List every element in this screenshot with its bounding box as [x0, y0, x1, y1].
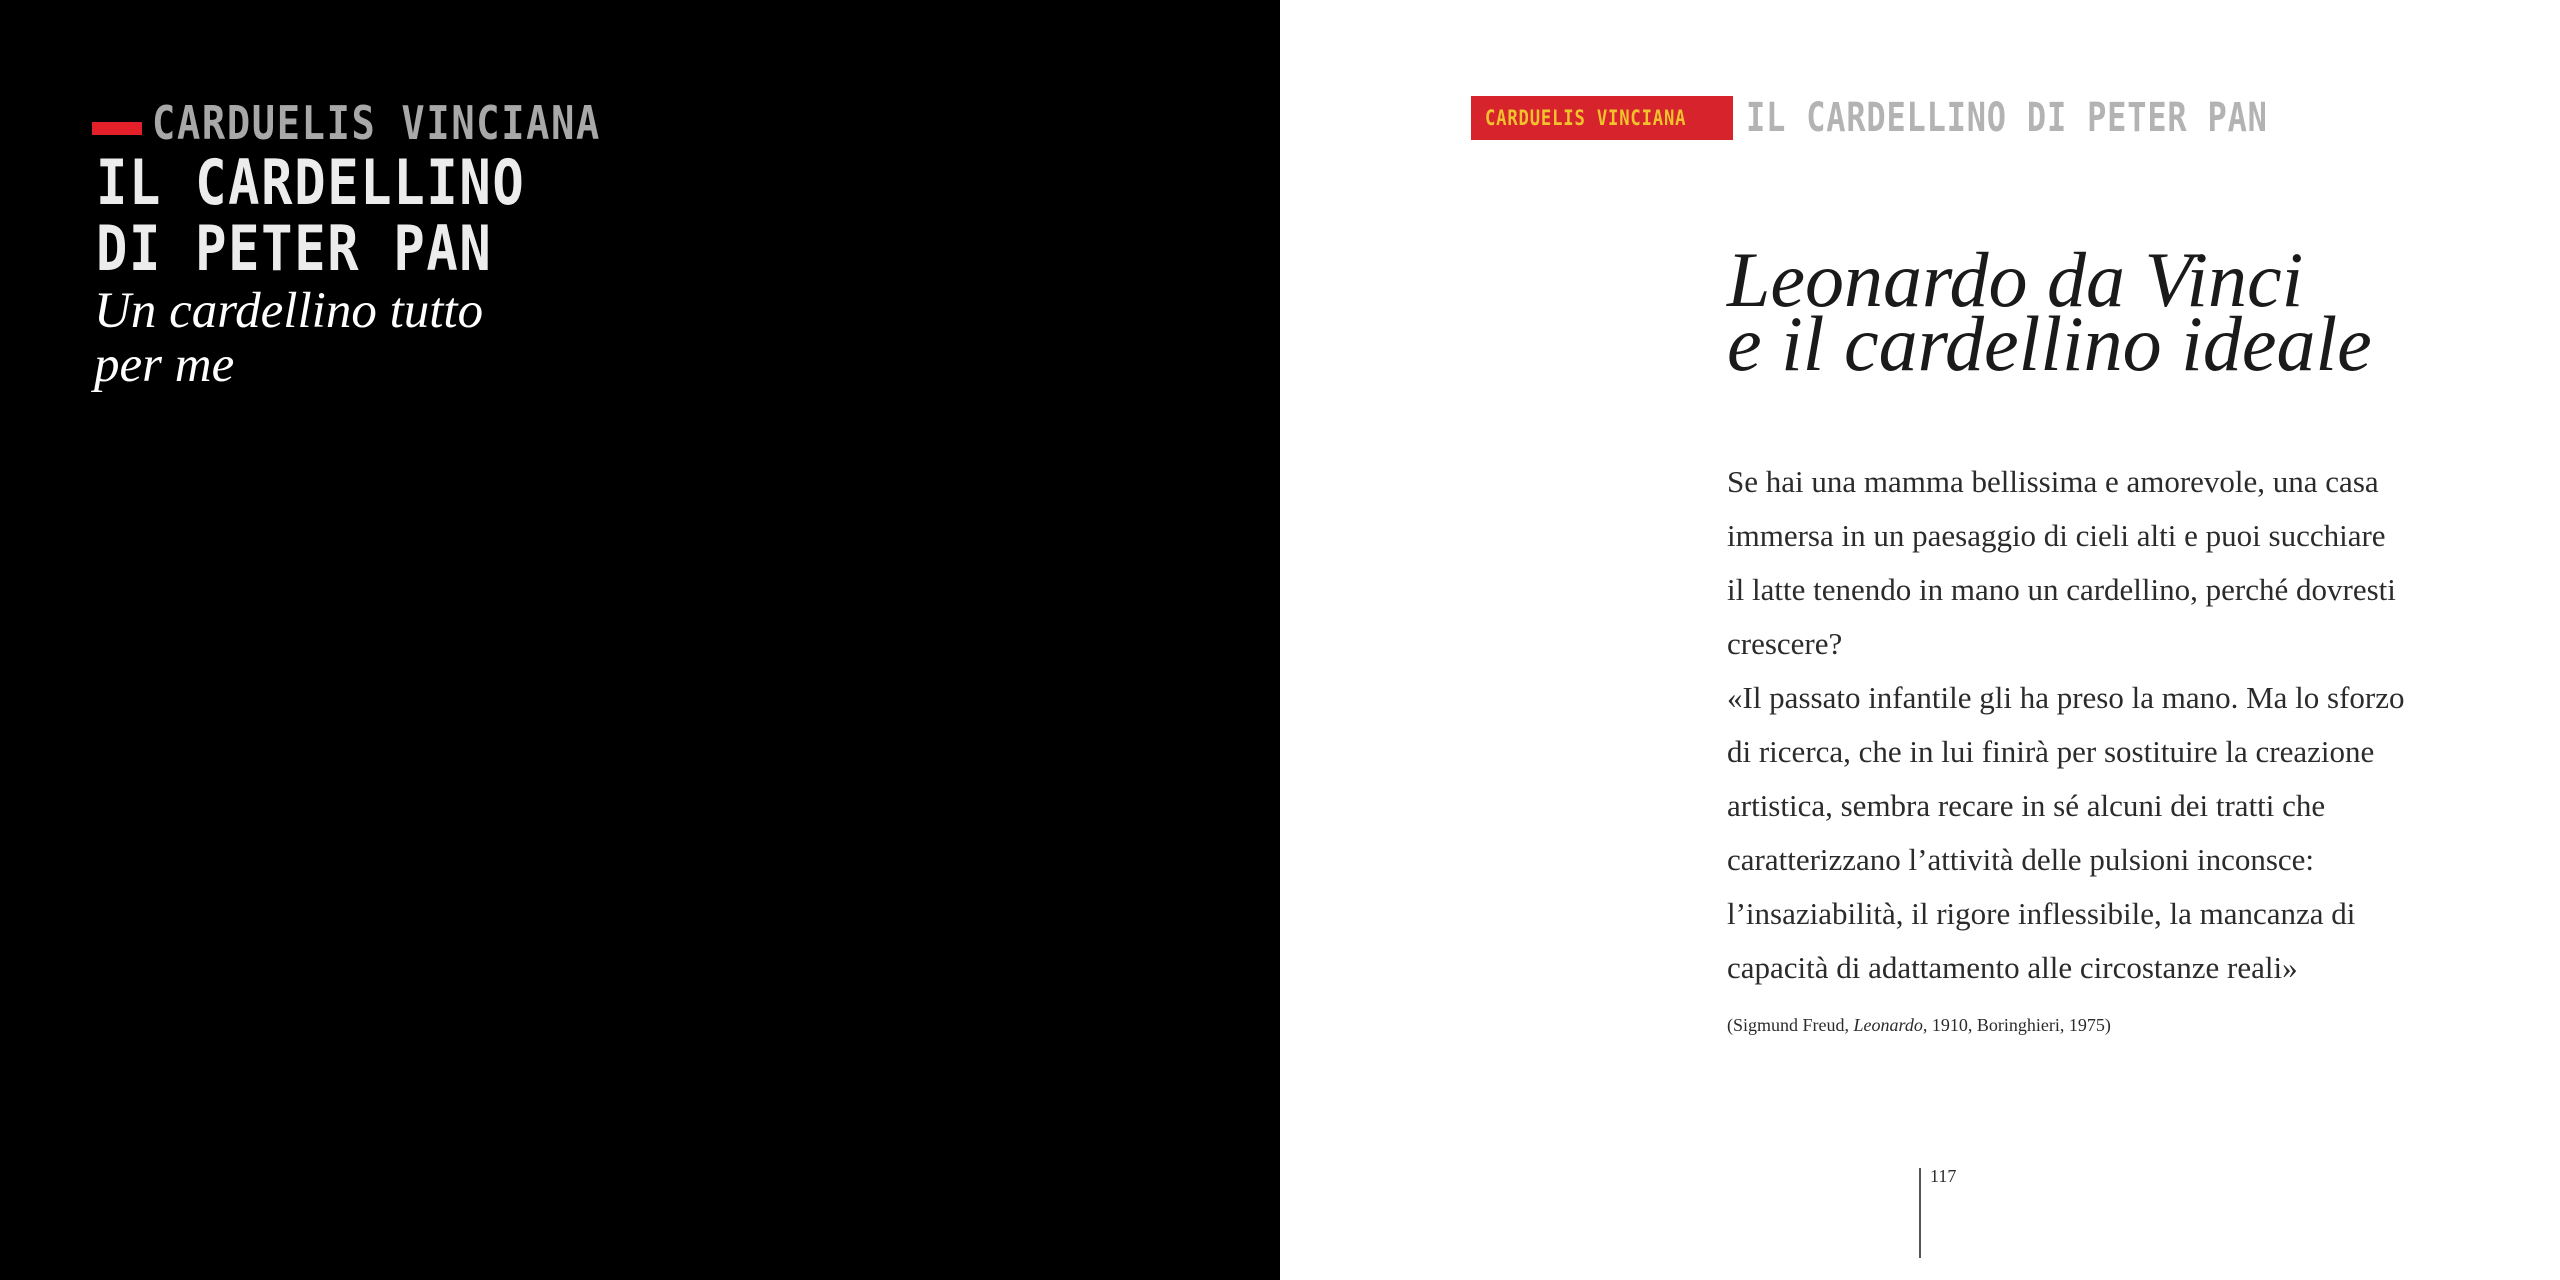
left-title: [96, 146, 526, 285]
chapter-title: [1727, 236, 2372, 387]
body-line: il latte tenendo in mano un cardellino, perché dovresti: [1727, 572, 2396, 607]
body-line: capacità di adattamento alle circostanze reali»: [1727, 950, 2298, 985]
body-line: «Il passato infantile gli ha preso la mano. Ma lo sforzo: [1727, 680, 2405, 715]
body-line: di ricerca, che in lui finirà per sostituire la creazione: [1727, 734, 2375, 769]
left-subtitle-line-1: Un cardellino tutto: [94, 283, 484, 339]
body-line: artistica, sembra recare in sé alcuni dei tratti che: [1727, 788, 2326, 823]
header-tag: [1471, 96, 1733, 140]
citation-after: , 1910, Boringhieri, 1975): [1922, 1015, 2111, 1035]
citation-before: (Sigmund Freud,: [1727, 1015, 1854, 1035]
left-title-line-2: DI PETER PAN: [96, 212, 493, 285]
body-line: immersa in un paesaggio di cieli alti e puoi succhiare: [1727, 518, 2386, 553]
page-number: 117: [1930, 1166, 1957, 1186]
kicker-text: CARDUELIS VINCIANA: [152, 96, 601, 150]
running-head: IL CARDELLINO DI PETER PAN: [1746, 95, 2268, 141]
body-line: Se hai una mamma bellissima e amorevole, una casa: [1727, 464, 2379, 499]
right-page: [1280, 0, 2560, 1280]
red-dash-marker: [92, 122, 142, 135]
citation: [1727, 1015, 2111, 1036]
header-tag-label: CARDUELIS VINCIANA: [1485, 106, 1687, 130]
left-kicker: [92, 96, 687, 150]
left-subtitle: [94, 284, 614, 392]
folio-rule: [1919, 1168, 1921, 1258]
body-line: l’insaziabilità, il rigore inflessibile, la mancanza di: [1727, 896, 2356, 931]
body-text: [1727, 455, 2467, 995]
chapter-title-line-1: Leonardo da Vinci: [1727, 236, 2304, 323]
body-line: caratterizzano l’attività delle pulsioni inconsce:: [1727, 842, 2315, 877]
citation-work-title: Leonardo: [1853, 1015, 1923, 1035]
chapter-title-line-2: e il cardellino ideale: [1727, 300, 2372, 387]
left-title-line-1: IL CARDELLINO: [96, 146, 526, 219]
body-line: crescere?: [1727, 626, 1843, 661]
left-subtitle-line-2: per me: [94, 337, 235, 393]
